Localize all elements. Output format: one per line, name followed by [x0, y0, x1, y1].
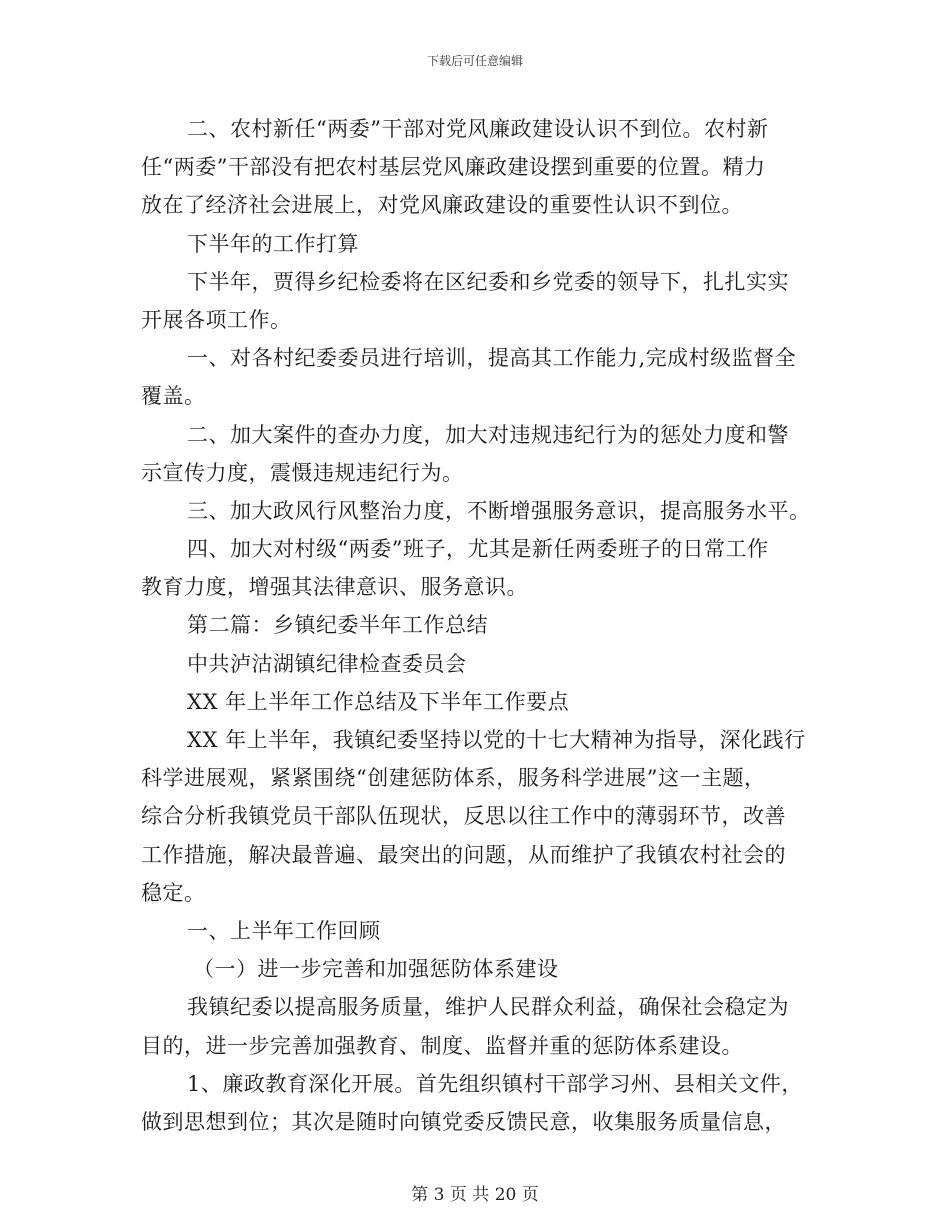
text-line: 我镇纪委以提高服务质量，维护人民群众利益，确保社会稳定为: [187, 995, 789, 1020]
page-header: 下载后可任意编辑: [426, 54, 523, 68]
text-line: 1、廉政教育深化开展。首先组织镇村干部学习州、县相关文件，: [187, 1071, 803, 1096]
chapter-title: 第二篇：乡镇纪委半年工作总结: [187, 613, 488, 638]
text-line: 做到思想到位；其次是随时向镇党委反馈民意，收集服务质量信息，: [141, 1109, 786, 1134]
text-line: 综合分析我镇党员干部队伍现状，反思以往工作中的薄弱环节，改善: [141, 804, 786, 829]
text-line: 二、农村新任“两委”干部对党风廉政建设认识不到位。农村新: [187, 117, 769, 141]
section-heading: 下半年的工作打算: [187, 231, 359, 256]
text-line: 四、加大对村级“两委”班子，尤其是新任两委班子的日常工作: [187, 537, 769, 562]
organization-name: 中共泸沽湖镇纪律检查委员会: [187, 651, 467, 676]
text-line: 稳定。: [141, 880, 206, 905]
page-number-footer: 第 3 页 共 20 页: [411, 1185, 539, 1205]
text-line: 二、加大案件的查办力度，加大对违规违纪行为的惩处力度和警: [187, 422, 789, 447]
text-line: 放在了经济社会进展上，对党风廉政建设的重要性认识不到位。: [141, 193, 743, 218]
text-line: 科学进展观，紧紧围绕“创建惩防体系，服务科学进展”这一主题，: [141, 766, 766, 791]
text-line: 下半年，贾得乡纪检委将在区纪委和乡党委的领导下，扎扎实实: [187, 269, 789, 294]
text-line: 工作措施，解决最普遍、最突出的问题，从而维护了我镇农村社会的: [141, 842, 786, 867]
text-line: 任“两委”干部没有把农村基层党风廉政建设摆到重要的位置。精力: [141, 155, 766, 180]
section-heading: 一、上半年工作回顾: [187, 918, 381, 943]
text-line: 教育力度，增强其法律意识、服务意识。: [141, 575, 528, 600]
text-line: 开展各项工作。: [141, 307, 292, 332]
text-line: 目的，进一步完善加强教育、制度、监督并重的惩防体系建设。: [141, 1033, 743, 1058]
document-body: [141, 110, 809, 1141]
subsection-heading: （一）进一步完善和加强惩防体系建设: [193, 957, 559, 982]
text-line: 三、加大政风行风整治力度，不断增强服务意识，提高服务水平。: [187, 498, 811, 523]
document-title: XX 年上半年工作总结及下半年工作要点: [187, 689, 570, 714]
text-line: 一、对各村纪委委员进行培训，提高其工作能力,完成村级监督全: [187, 346, 797, 371]
text-line: XX 年上半年，我镇纪委坚持以党的十七大精神为指导，深化践行: [187, 728, 806, 752]
text-line: 覆盖。: [141, 384, 206, 409]
text-line: 示宣传力度，震慑违规违纪行为。: [141, 460, 464, 485]
